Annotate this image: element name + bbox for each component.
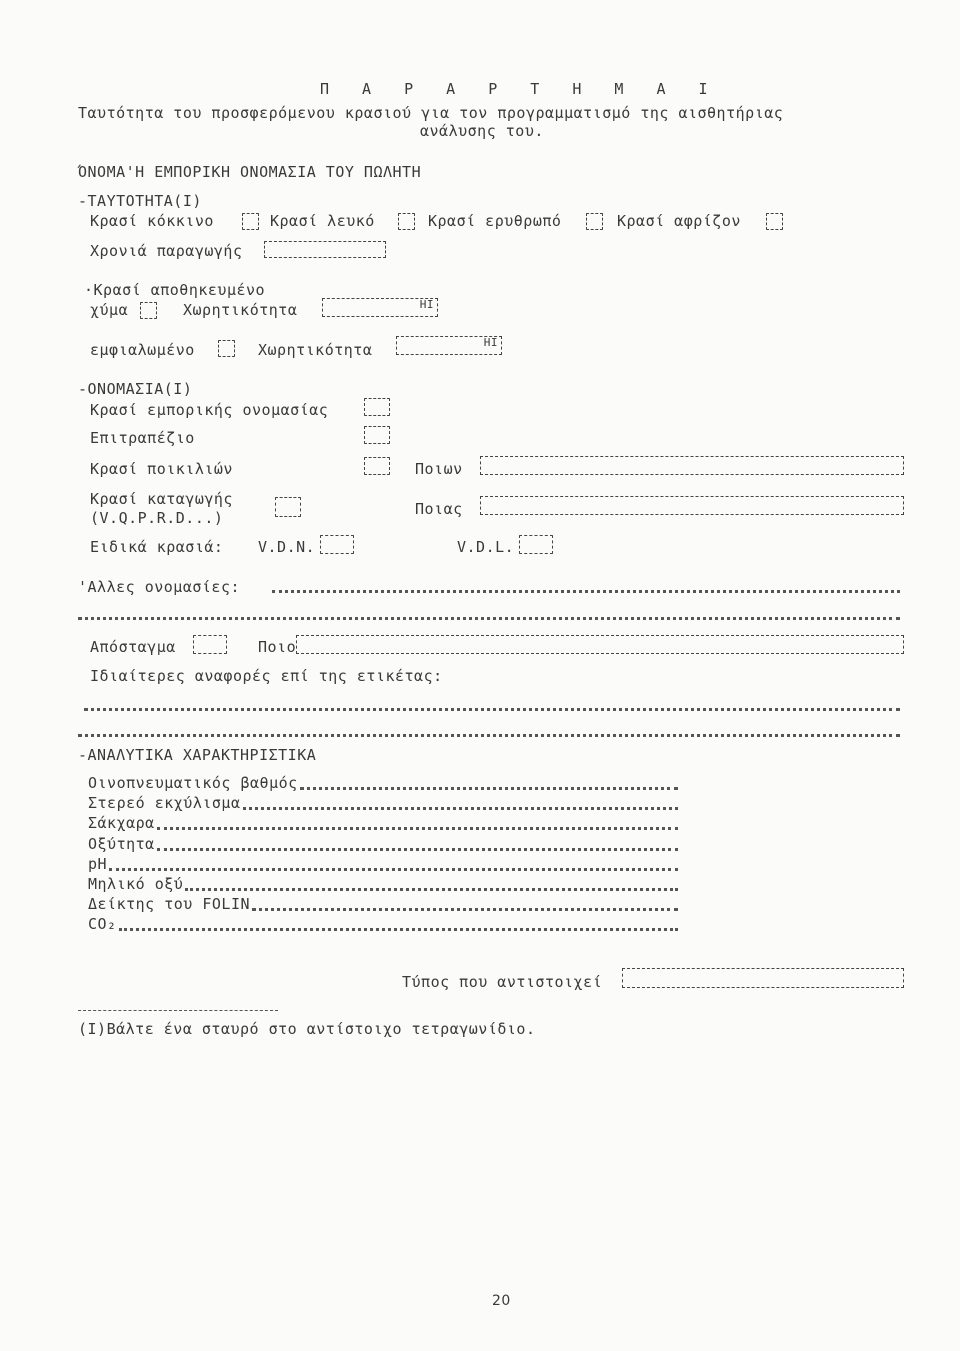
sparkling-wine-checkbox[interactable] <box>766 213 783 230</box>
varietal-checkbox[interactable] <box>364 457 390 475</box>
white-wine-label: Κρασί λευκό <box>270 212 375 230</box>
analysis-item-value-line[interactable] <box>119 928 678 931</box>
analysis-item-value-line[interactable] <box>185 888 678 891</box>
capacity-field-2[interactable] <box>396 336 502 355</box>
label-notes-label: Ιδιαίτερες αναφορές επί της ετικέτας: <box>90 667 443 685</box>
analysis-item-value-line[interactable] <box>243 807 679 810</box>
white-wine-checkbox[interactable] <box>398 213 415 230</box>
other-names-label: 'Αλλες ονομασίες: <box>78 578 241 596</box>
identity-heading: -ΤΑΥΤΟΤΗΤΑ(Ι) <box>78 192 202 210</box>
origin-which-label: Ποιας <box>415 500 463 518</box>
stored-wine-label: ·Κρασί αποθηκευμένο <box>84 281 266 299</box>
varietal-label: Κρασί ποικιλιών <box>90 460 233 478</box>
vdn-checkbox[interactable] <box>320 535 354 554</box>
vdl-label: V.D.L. <box>457 538 515 556</box>
subtitle-line-1: Ταυτότητα του προσφερόμενου κρασιού για τον προγραμματισμό της αισθητήριας <box>78 104 784 122</box>
seller-name-heading: ΌΝΟΜΑ'Η ΕΜΠΟΡΙΚΗ ΟΝΟΜΑΣΙΑ ΤΟΥ ΠΩΛΗΤΗ <box>78 163 422 181</box>
other-names-line-1[interactable] <box>272 590 900 593</box>
red-wine-checkbox[interactable] <box>242 213 259 230</box>
label-notes-line-1[interactable] <box>84 708 900 711</box>
analysis-item-label: CO₂ <box>88 915 117 933</box>
distillate-which-label: Ποιο <box>258 638 297 656</box>
capacity-label-2: Χωρητικότητα <box>258 341 373 359</box>
other-names-line-2[interactable] <box>78 617 900 620</box>
origin-which-field[interactable] <box>480 496 904 515</box>
rose-wine-label: Κρασί ερυθρωπό <box>428 212 562 230</box>
capacity-label-1: Χωρητικότητα <box>183 301 298 319</box>
analysis-item-value-line[interactable] <box>300 787 678 790</box>
origin-label: Κρασί καταγωγής <box>90 490 233 508</box>
subtitle-line-2: ανάλυσης του. <box>420 122 544 140</box>
sparkling-wine-label: Κρασί αφρίζον <box>617 212 741 230</box>
bulk-label: χύμα <box>90 301 129 319</box>
distillate-which-field[interactable] <box>296 635 904 654</box>
page-number: 20 <box>492 1293 511 1309</box>
bottled-label: εμφιαλωμένο <box>90 341 195 359</box>
analysis-item-value-line[interactable] <box>157 827 678 830</box>
page-title: Π Α Ρ Α Ρ Τ Η Μ Α Ι <box>320 80 720 98</box>
analysis-item-label: Σάκχαρα <box>88 814 155 832</box>
type-match-field[interactable] <box>622 968 904 988</box>
red-wine-label: Κρασί κόκκινο <box>90 212 214 230</box>
analysis-item-label: Μηλικό οξύ <box>88 875 184 893</box>
vintage-field[interactable] <box>264 241 386 258</box>
analysis-item-label: Στερεό εκχύλισμα <box>88 794 241 812</box>
bulk-checkbox[interactable] <box>140 302 157 319</box>
analysis-item-value-line[interactable] <box>252 908 678 911</box>
hl-unit-1: ΗΙ <box>419 298 434 311</box>
distillate-checkbox[interactable] <box>193 635 227 654</box>
varietal-which-field[interactable] <box>480 456 904 475</box>
analysis-item-label: pH <box>88 855 108 873</box>
origin-checkbox[interactable] <box>275 497 301 517</box>
analysis-item-label: Δείκτης του FOLIN <box>88 895 251 913</box>
analysis-heading: -ΑΝΑΛΥΤΙΚΑ ΧΑΡΑΚΤΗΡΙΣΤΙΚΑ <box>78 746 317 764</box>
table-wine-checkbox[interactable] <box>364 426 390 444</box>
footnote: (Ι)Βάλτε ένα σταυρό στο αντίστοιχο τετραγωνίδιο. <box>78 1020 536 1038</box>
varietal-which-label: Ποιων <box>415 460 463 478</box>
footnote-divider <box>78 1010 278 1011</box>
vintage-label: Χρονιά παραγωγής <box>90 242 243 260</box>
origin-code-label: (V.Q.P.R.D...) <box>90 509 224 527</box>
analysis-item-value-line[interactable] <box>109 868 678 871</box>
hl-unit-2: ΗΙ <box>483 336 498 349</box>
table-wine-label: Επιτραπέζιο <box>90 429 195 447</box>
capacity-field-1[interactable] <box>322 298 438 317</box>
trade-name-label: Κρασί εμπορικής ονομασίας <box>90 401 329 419</box>
bottled-checkbox[interactable] <box>218 340 235 357</box>
rose-wine-checkbox[interactable] <box>586 213 603 230</box>
label-notes-line-2[interactable] <box>78 734 900 737</box>
special-wines-label: Ειδικά κρασιά: <box>90 538 224 556</box>
type-match-label: Τύπος που αντιστοιχεί <box>402 973 603 991</box>
analysis-item-label: Οξύτητα <box>88 835 155 853</box>
vdl-checkbox[interactable] <box>519 535 553 554</box>
trade-name-checkbox[interactable] <box>364 398 390 416</box>
analysis-item-value-line[interactable] <box>157 848 678 851</box>
analysis-item-label: Οινοπνευματικός βαθμός <box>88 774 298 792</box>
vdn-label: V.D.N. <box>258 538 316 556</box>
distillate-label: Απόσταγμα <box>90 638 176 656</box>
names-heading: -ΟΝΟΜΑΣΙΑ(Ι) <box>78 380 193 398</box>
